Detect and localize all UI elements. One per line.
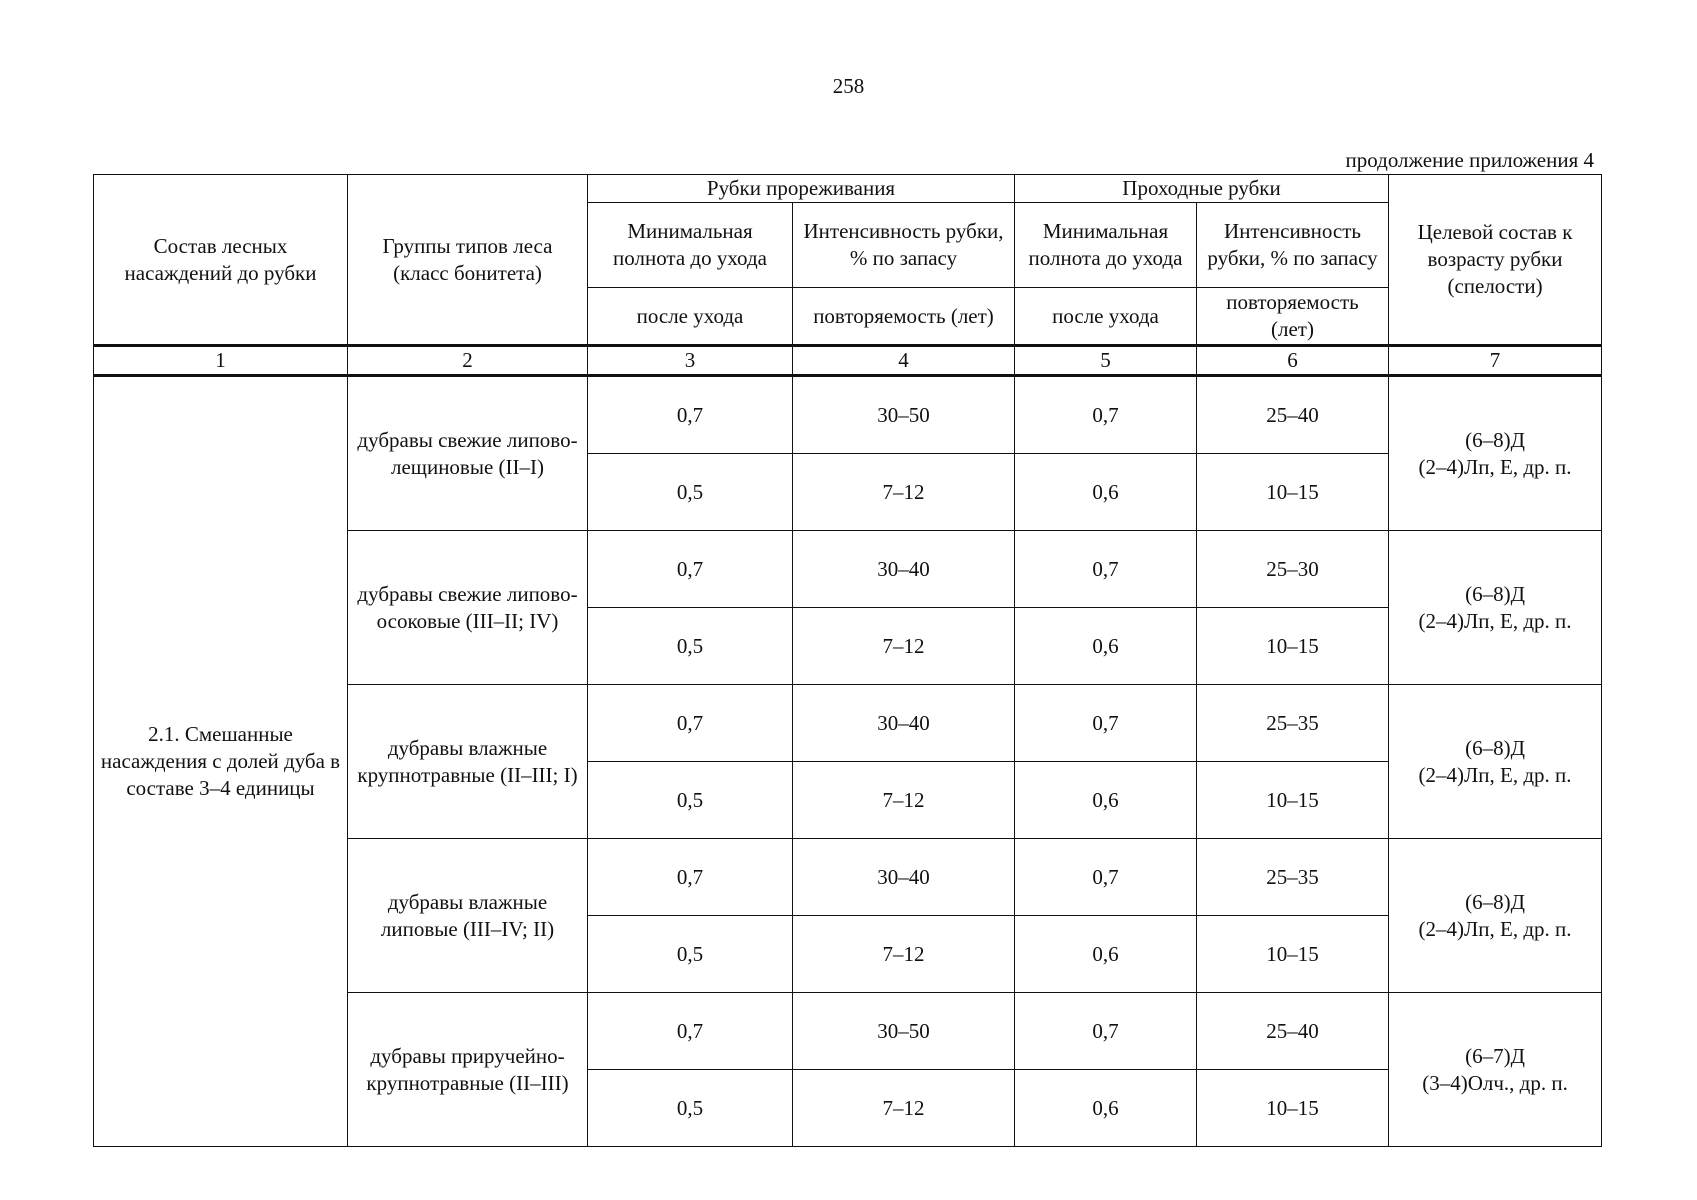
header-min-density-thinning: Минимальная полнота до ухода — [588, 203, 793, 288]
column-number: 1 — [94, 346, 348, 376]
header-target-composition: Целевой состав к возрасту рубки (спелости) — [1389, 175, 1602, 346]
header-composition: Состав лесных насаждений до рубки — [94, 175, 348, 346]
min-density-passing-cell: 0,7 — [1015, 376, 1197, 454]
intensity-cell: 30–40 — [793, 839, 1015, 916]
min-density-cell: 0,5 — [588, 608, 793, 685]
header-intensity-thinning: Интенсивность рубки, % по запасу — [793, 203, 1015, 288]
column-number: 7 — [1389, 346, 1602, 376]
target-composition-line: (6–7)Д — [1465, 1043, 1525, 1068]
target-composition-cell — [1389, 685, 1602, 839]
forest-thinning-table — [93, 174, 1602, 1147]
min-density-cell: 0,7 — [588, 839, 793, 916]
header-repeat-thinning: повторяемость (лет) — [793, 288, 1015, 346]
min-density-cell: 0,5 — [588, 762, 793, 839]
intensity-passing-cell: 25–35 — [1197, 839, 1389, 916]
forest-type-cell: дубравы влажные липовые (III–IV; II) — [348, 839, 588, 993]
column-number: 6 — [1197, 346, 1389, 376]
min-density-cell: 0,5 — [588, 916, 793, 993]
header-min-density-passing: Минимальная полнота до ухода — [1015, 203, 1197, 288]
forest-type-cell: дубравы свежие липово-осоковые (III–II; IV) — [348, 531, 588, 685]
intensity-passing-cell: 10–15 — [1197, 1070, 1389, 1147]
intensity-passing-cell: 10–15 — [1197, 454, 1389, 531]
forest-type-cell: дубравы влажные крупнотравные (II–III; I) — [348, 685, 588, 839]
column-number: 2 — [348, 346, 588, 376]
header-forest-type: Группы типов леса (класс бонитета) — [348, 175, 588, 346]
min-density-cell: 0,7 — [588, 531, 793, 608]
target-composition-cell — [1389, 531, 1602, 685]
intensity-cell: 30–50 — [793, 993, 1015, 1070]
header-passing-cuts: Проходные рубки — [1015, 175, 1389, 203]
target-composition-line: (6–8)Д — [1465, 427, 1525, 452]
min-density-passing-cell: 0,7 — [1015, 531, 1197, 608]
intensity-cell: 7–12 — [793, 1070, 1015, 1147]
header-after-passing: после ухода — [1015, 288, 1197, 346]
forest-type-cell: дубравы приручейно-крупнотравные (II–III) — [348, 993, 588, 1147]
target-composition-line: (2–4)Лп, Е, др. п. — [1418, 762, 1572, 787]
intensity-cell: 30–50 — [793, 376, 1015, 454]
target-composition-line: (6–8)Д — [1465, 889, 1525, 914]
intensity-passing-cell: 10–15 — [1197, 762, 1389, 839]
min-density-cell: 0,5 — [588, 454, 793, 531]
target-composition-cell — [1389, 376, 1602, 531]
min-density-passing-cell: 0,7 — [1015, 839, 1197, 916]
intensity-passing-cell: 25–40 — [1197, 376, 1389, 454]
column-number: 3 — [588, 346, 793, 376]
min-density-cell: 0,7 — [588, 993, 793, 1070]
header-intensity-passing: Интенсивность рубки, % по запасу — [1197, 203, 1389, 288]
target-composition-cell — [1389, 839, 1602, 993]
intensity-passing-cell: 25–35 — [1197, 685, 1389, 762]
intensity-passing-cell: 25–30 — [1197, 531, 1389, 608]
target-composition-cell — [1389, 993, 1602, 1147]
header-repeat-passing: повторяемость (лет) — [1197, 288, 1389, 346]
table-row — [94, 376, 1602, 454]
header-thinning: Рубки прореживания — [588, 175, 1015, 203]
min-density-passing-cell: 0,6 — [1015, 608, 1197, 685]
min-density-passing-cell: 0,6 — [1015, 1070, 1197, 1147]
header-after-thinning: после ухода — [588, 288, 793, 346]
min-density-passing-cell: 0,7 — [1015, 993, 1197, 1070]
intensity-passing-cell: 10–15 — [1197, 916, 1389, 993]
intensity-cell: 30–40 — [793, 531, 1015, 608]
min-density-passing-cell: 0,6 — [1015, 454, 1197, 531]
intensity-cell: 7–12 — [793, 608, 1015, 685]
target-composition-line: (2–4)Лп, Е, др. п. — [1418, 454, 1572, 479]
continuation-note: продолжение приложения 4 — [1345, 148, 1594, 172]
intensity-passing-cell: 25–40 — [1197, 993, 1389, 1070]
min-density-passing-cell: 0,6 — [1015, 916, 1197, 993]
target-composition-line: (2–4)Лп, Е, др. п. — [1418, 608, 1572, 633]
min-density-passing-cell: 0,6 — [1015, 762, 1197, 839]
target-composition-line: (3–4)Олч., др. п. — [1422, 1070, 1568, 1095]
intensity-cell: 30–40 — [793, 685, 1015, 762]
target-composition-line: (2–4)Лп, Е, др. п. — [1418, 916, 1572, 941]
intensity-passing-cell: 10–15 — [1197, 608, 1389, 685]
intensity-cell: 7–12 — [793, 762, 1015, 839]
intensity-cell: 7–12 — [793, 454, 1015, 531]
column-number: 5 — [1015, 346, 1197, 376]
min-density-passing-cell: 0,7 — [1015, 685, 1197, 762]
target-composition-line: (6–8)Д — [1465, 735, 1525, 760]
column-number: 4 — [793, 346, 1015, 376]
min-density-cell: 0,7 — [588, 685, 793, 762]
min-density-cell: 0,5 — [588, 1070, 793, 1147]
page-number: 258 — [832, 74, 865, 98]
intensity-cell: 7–12 — [793, 916, 1015, 993]
composition-cell: 2.1. Смешанные насаждения с долей дуба в составе 3–4 единицы — [94, 376, 348, 1147]
target-composition-line: (6–8)Д — [1465, 581, 1525, 606]
min-density-cell: 0,7 — [588, 376, 793, 454]
forest-type-cell: дубравы свежие липово-лещиновые (II–I) — [348, 376, 588, 531]
